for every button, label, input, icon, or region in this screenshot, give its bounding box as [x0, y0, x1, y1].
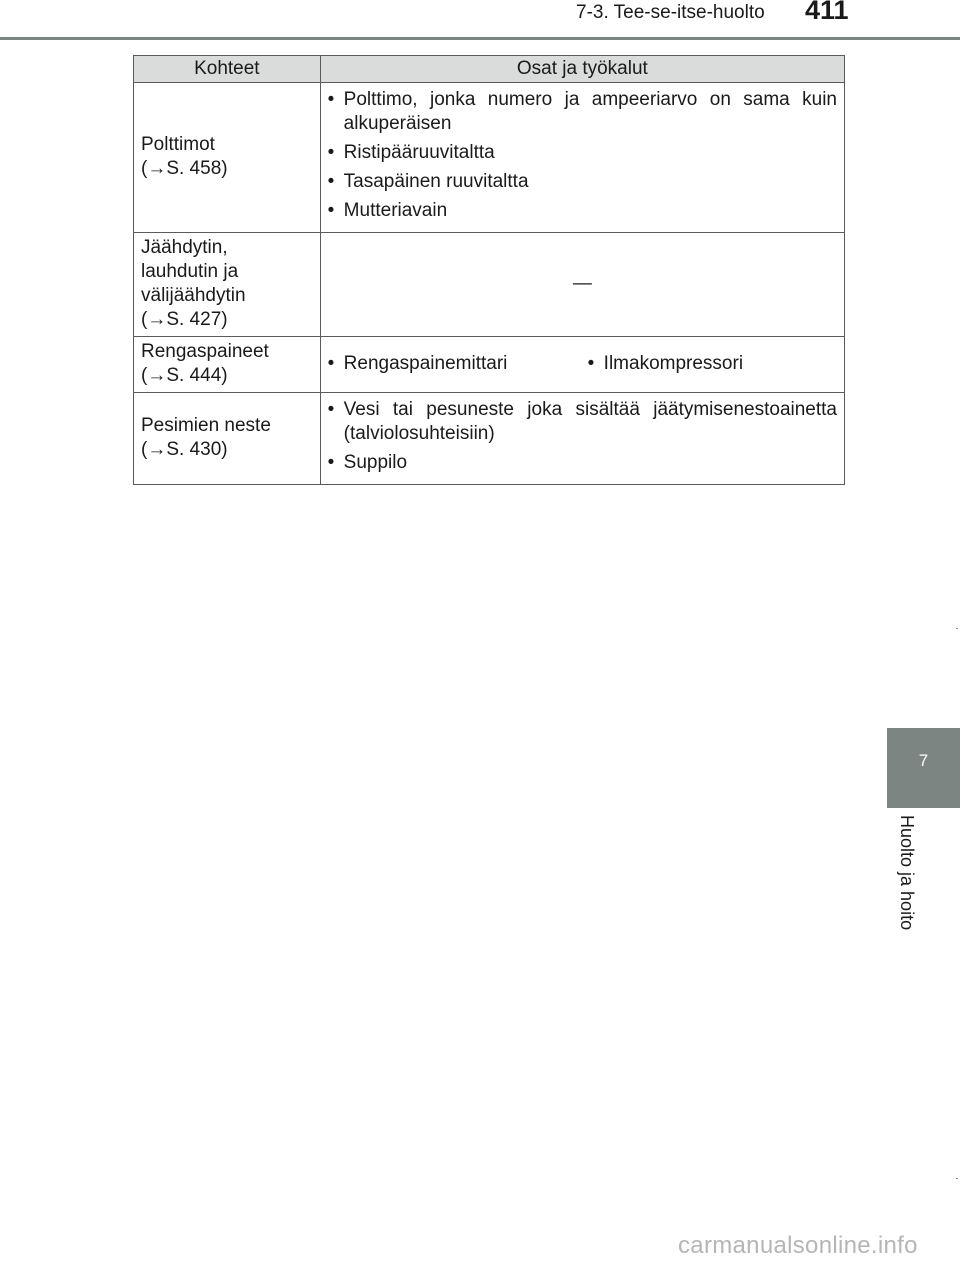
page-number: 411: [805, 0, 849, 25]
table-row: [134, 83, 845, 233]
item-name: välijäähdytin: [141, 285, 246, 306]
tools-cell: [320, 393, 844, 485]
chapter-label: Huolto ja hoito: [897, 815, 917, 931]
tools-cell: [320, 337, 844, 393]
list-item: • Polttimo, jonka numero ja ampeeriarvo on sama kuin alkuperäisen: [328, 88, 837, 136]
watermark: carmanualsonline.info: [678, 1232, 918, 1259]
tools-list: [328, 352, 837, 376]
empty-dash: —: [572, 273, 592, 294]
item-cell: [134, 393, 321, 485]
list-item: • Ilmakompressori: [588, 352, 743, 376]
item-name: Rengaspaineet: [141, 341, 269, 362]
tools-list: [328, 398, 837, 475]
section-title: 7-3. Tee-se-itse-huolto: [576, 2, 765, 23]
tools-cell: [320, 233, 844, 337]
margin-tick: [956, 628, 958, 629]
column-header-tools: Osat ja työkalut: [320, 56, 844, 83]
item-name: Jäähdytin,: [141, 237, 228, 258]
item-page-ref: (→S. 444): [141, 365, 228, 386]
header-rule: [0, 37, 960, 40]
table-row: [134, 393, 845, 485]
table-row: [134, 233, 845, 337]
column-header-items: Kohteet: [134, 56, 321, 83]
chapter-tab: [887, 728, 960, 808]
tools-table: [133, 55, 845, 485]
tools-list: [328, 88, 837, 223]
list-item: • Ristipääruuvitaltta: [328, 141, 837, 165]
item-cell: [134, 83, 321, 233]
margin-tick: [956, 1178, 958, 1179]
table-row: [134, 337, 845, 393]
item-page-ref: (→S. 427): [141, 309, 228, 330]
item-page-ref: (→S. 430): [141, 439, 228, 460]
list-item: • Mutteriavain: [328, 199, 837, 223]
item-cell: [134, 233, 321, 337]
list-item: • Rengaspainemittari: [328, 352, 588, 376]
item-name: Polttimot: [141, 134, 215, 155]
tools-cell: [320, 83, 844, 233]
list-item: • Tasapäinen ruuvitaltta: [328, 170, 837, 194]
list-item: • Suppilo: [328, 451, 837, 475]
list-item: • Vesi tai pesuneste joka sisältää jäätymisenestoainetta (talviolosuhteisiin): [328, 398, 837, 446]
item-page-ref: (→S. 458): [141, 158, 228, 179]
item-cell: [134, 337, 321, 393]
chapter-number: 7: [918, 751, 929, 770]
table-header-row: [134, 56, 845, 83]
item-name: Pesimien neste: [141, 415, 271, 436]
item-name: lauhdutin ja: [141, 261, 239, 282]
